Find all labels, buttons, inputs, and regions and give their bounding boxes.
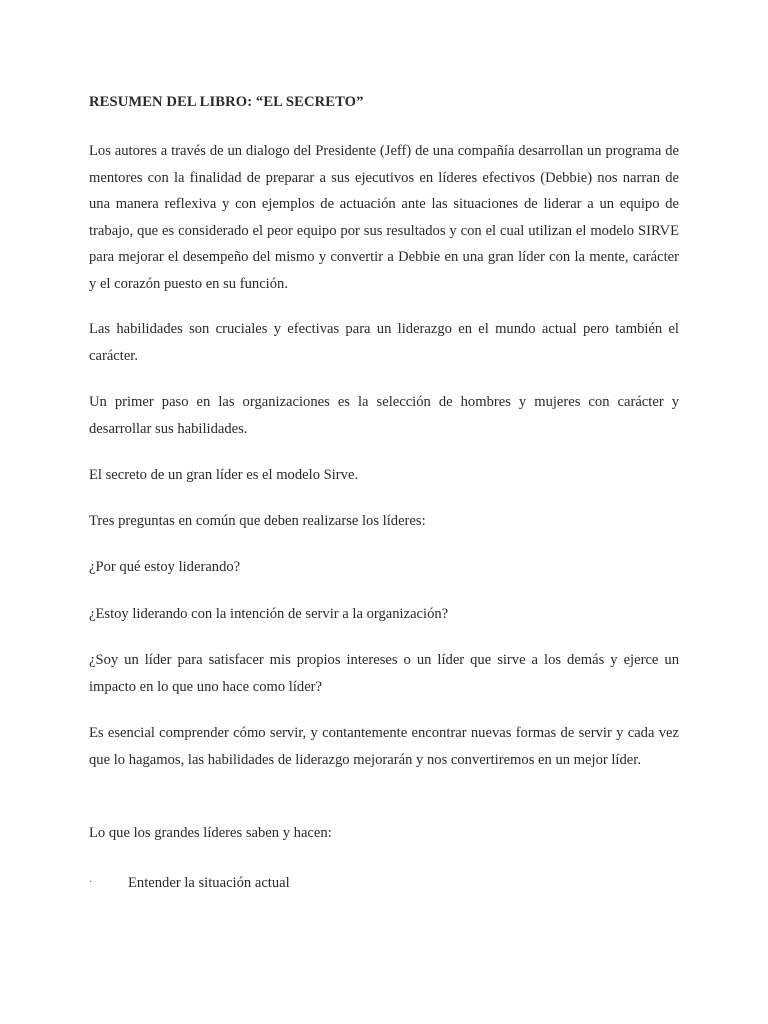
question-1: ¿Por qué estoy liderando? — [89, 559, 241, 575]
paragraph-great-leaders: Lo que los grandes líderes saben y hacen: — [89, 825, 332, 841]
paragraph-secret: El secreto de un gran líder es el modelo Sirve. — [89, 467, 359, 483]
document-title: RESUMEN DEL LIBRO: “EL SECRETO” — [89, 94, 364, 110]
paragraph-intro: Los autores a través de un dialogo del Presidente (Jeff) de una compañía desarrollan un programa de mentores con la finalidad de preparar a sus ejecutivos en líderes efectivos (Debbie) nos narran de una manera reflexiva y con ejemplos de actuación ante las situaciones de liderar a un equipo de trabajo, que es considerado el peor equipo por sus resultados y con el cual utilizan el modelo SIRVE para mejorar el desempeño del mismo y convertir a Debbie en una gran líder con la mente, carácter y el corazón puesto en su función. — [89, 143, 679, 292]
question-2: ¿Estoy liderando con la intención de servir a la organización? — [89, 606, 449, 622]
paragraph-skills: Las habilidades son cruciales y efectivas para un liderazgo en el mundo actual pero también el carácter. — [89, 321, 679, 364]
paragraph-first-step: Un primer paso en las organizaciones es la selección de hombres y mujeres con carácter y desarrollar sus habilidades. — [89, 394, 679, 437]
bullet-item — [89, 870, 679, 897]
paragraph-essential: Es esencial comprender cómo servir, y contantemente encontrar nuevas formas de servir y cada vez que lo hagamos, las habilidades de liderazgo mejorarán y nos convertiremos en un mejor líder. — [89, 725, 679, 768]
question-3: ¿Soy un líder para satisfacer mis propios intereses o un líder que sirve a los demás y ejerce un impacto en lo que uno hace como líder? — [89, 652, 679, 695]
paragraph-three-questions: Tres preguntas en común que deben realizarse los líderes: — [89, 513, 426, 529]
bullet-marker: · — [89, 877, 93, 888]
bullet-text: Entender la situación actual — [128, 875, 290, 891]
